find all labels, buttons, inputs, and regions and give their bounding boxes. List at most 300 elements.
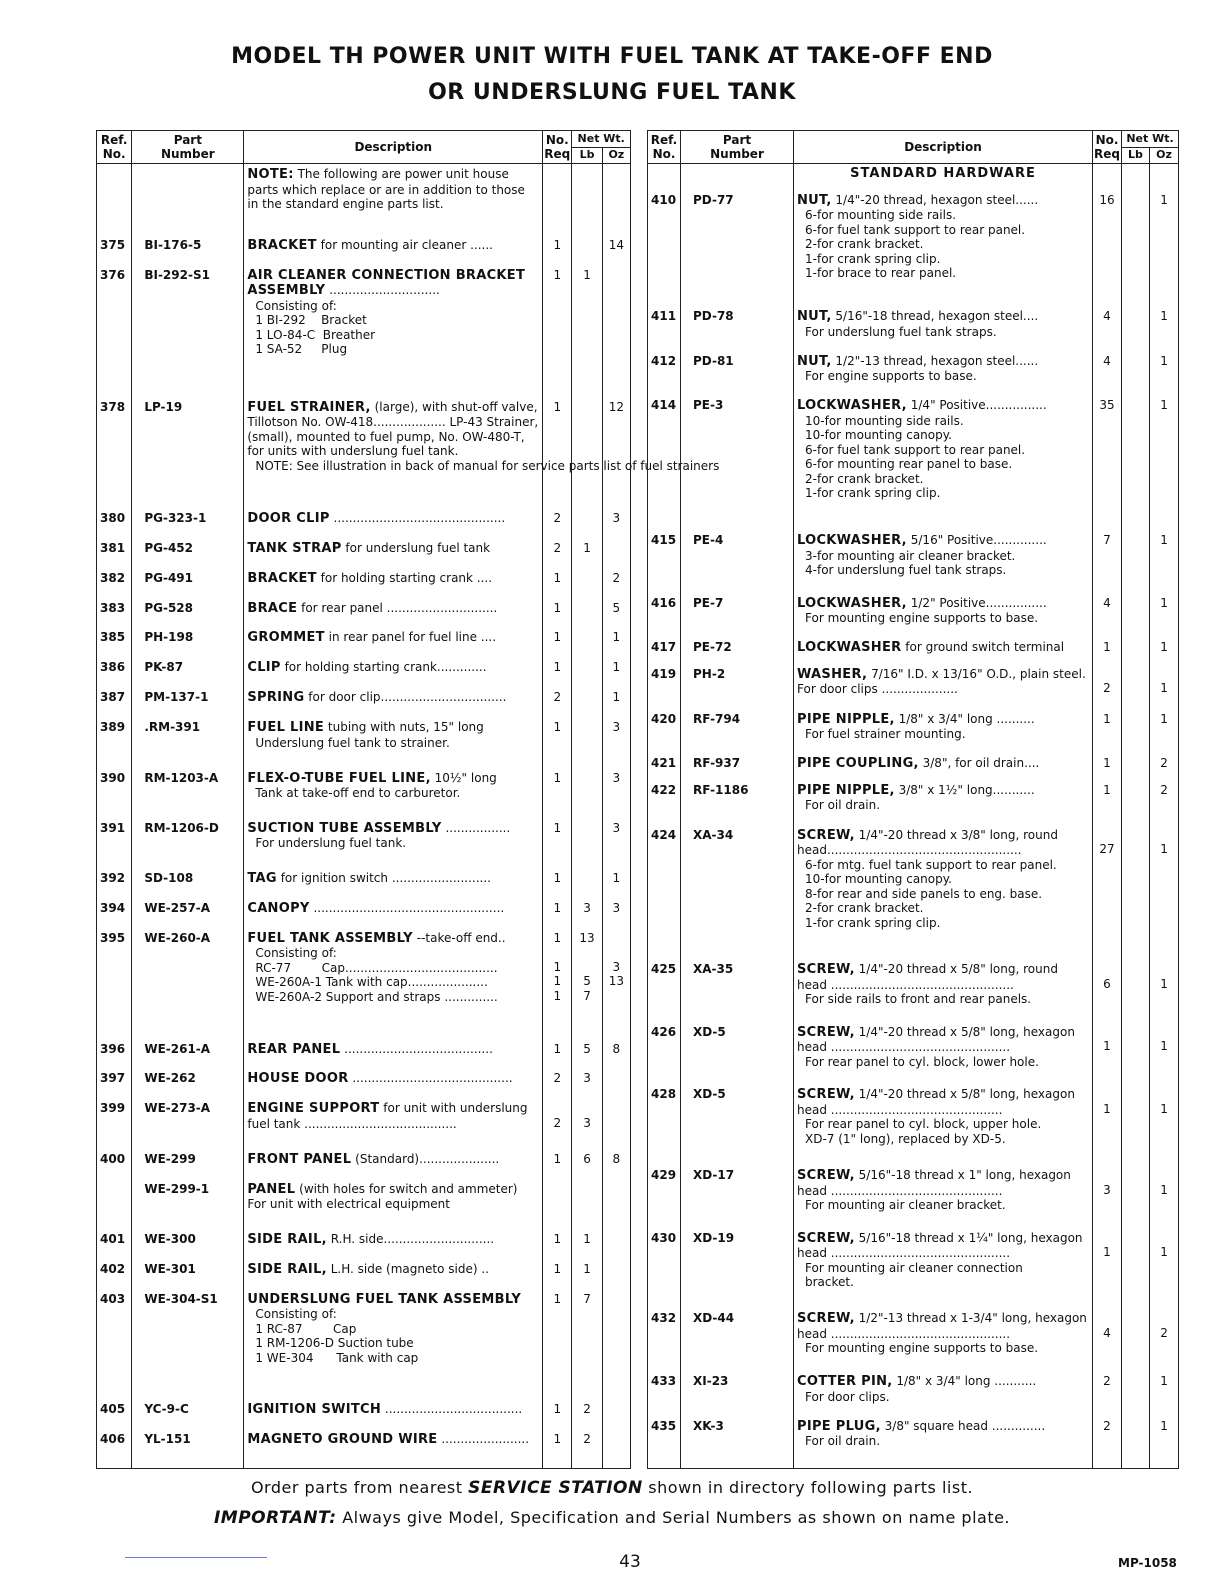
part-number: YC-9-C (132, 1399, 244, 1429)
weight-oz: 1 (1150, 1022, 1179, 1085)
sub-line: 1 LO-84-C Breather (255, 327, 376, 342)
sub-line: 2-for crank bracket. (805, 471, 924, 486)
part-name: SCREW, (797, 827, 855, 843)
description (244, 818, 543, 868)
part-name: SIDE RAIL, (247, 1261, 327, 1277)
table-row (648, 1165, 1179, 1228)
part-name: SCREW, (797, 1168, 855, 1184)
part-name: CANOPY (247, 900, 310, 916)
description (794, 753, 1093, 780)
part-name: DOOR CLIP (247, 510, 330, 526)
weight-oz (602, 164, 630, 235)
table-row (648, 709, 1179, 754)
part-name: SCREW, (797, 1024, 855, 1040)
sub-line: NOTE: See illustration in back of manual for service parts list of fuel strainers (255, 458, 720, 473)
weight-lb (1122, 530, 1150, 593)
description (244, 1039, 543, 1069)
sub-line: For mounting engine supports to base. (805, 1341, 1039, 1356)
weight-lb (572, 657, 602, 687)
weight-oz: 1 (602, 657, 630, 687)
qty-required: 1 (543, 898, 572, 928)
table-row (648, 1228, 1179, 1309)
weight-oz: 1 (1150, 593, 1179, 638)
part-name: NUT, (797, 309, 832, 325)
table-row (97, 265, 631, 397)
ref-number: 405 (97, 1399, 132, 1429)
table-row (97, 1068, 631, 1098)
qty-required: 1 (543, 265, 572, 397)
part-detail: ............................................. (333, 510, 506, 525)
part-number: XD-19 (681, 1228, 794, 1309)
description (244, 508, 543, 538)
table-row (97, 1179, 631, 1229)
header-lb: Lb (572, 147, 602, 164)
weight-oz: 2 (1150, 753, 1179, 780)
part-detail: 1/8" x 3/4" long .......... (898, 711, 1035, 726)
part-number: XD-5 (681, 1022, 794, 1085)
empty-cell (1093, 1460, 1122, 1468)
ref-number: 411 (648, 306, 681, 351)
table-row (97, 627, 631, 657)
document-code: MP-1058 (1118, 1556, 1177, 1570)
description (244, 868, 543, 898)
weight-oz: 1 (1150, 637, 1179, 664)
weight-oz: 1 (1150, 1371, 1179, 1416)
weight-oz: 1 (602, 627, 630, 657)
qty-required: 2 (1093, 1371, 1122, 1416)
table-row (648, 164, 1179, 190)
sub-line: Consisting of: (255, 1307, 337, 1322)
weight-lb: 1 (572, 538, 602, 568)
weight-lb (1122, 306, 1150, 351)
description (794, 637, 1093, 664)
part-name: UNDERSLUNG FUEL TANK ASSEMBLY (247, 1291, 522, 1307)
weight-lb: 7 (572, 1289, 602, 1400)
description (794, 959, 1093, 1022)
description (794, 780, 1093, 825)
sub-line: 10-for mounting canopy. (805, 872, 952, 887)
part-detail: 7/16" I.D. x 13/16" O.D., plain steel. For door clips .................... (797, 666, 1086, 697)
weight-lb (1122, 351, 1150, 396)
part-number: XA-34 (681, 825, 794, 960)
part-name: SUCTION TUBE ASSEMBLY (247, 820, 442, 836)
sub-line: 6-for mtg. fuel tank support to rear panel. (805, 857, 1057, 872)
header-ref: Ref. No. (97, 131, 132, 164)
description (244, 265, 543, 397)
part-detail: tubing with nuts, 15" long (327, 720, 484, 735)
part-name: PIPE PLUG, (797, 1418, 881, 1434)
qty-required: 1 (543, 1149, 572, 1179)
weight-oz (602, 1068, 630, 1098)
part-number: PH-198 (132, 627, 244, 657)
ref-number: 383 (97, 598, 132, 628)
part-number: PG-528 (132, 598, 244, 628)
empty-cell (648, 1460, 681, 1468)
qty-required: 1 (1093, 637, 1122, 664)
qty-required: 2 (543, 538, 572, 568)
part-name: CLIP (247, 660, 281, 676)
sub-line: 6-for mounting side rails. (805, 208, 957, 223)
header-part-number: Part Number (132, 131, 244, 164)
qty-required: 1 (543, 598, 572, 628)
ref-number (97, 164, 132, 235)
table-row (97, 538, 631, 568)
weight-oz (602, 1289, 630, 1400)
qty-required: 1 (543, 1429, 572, 1459)
empty-cell (132, 1459, 244, 1468)
table-row (97, 598, 631, 628)
weight-lb (1122, 709, 1150, 754)
weight-lb (572, 627, 602, 657)
part-name: HOUSE DOOR (247, 1071, 349, 1087)
part-name: REAR PANEL (247, 1041, 341, 1057)
part-name: SPRING (247, 690, 305, 706)
part-detail: 5/16" Positive.............. (910, 533, 1047, 548)
table-row (97, 898, 631, 928)
table-row (648, 1022, 1179, 1085)
part-number: WE-299 (132, 1149, 244, 1179)
part-number: RM-1203-A (132, 768, 244, 818)
weight-oz (602, 1098, 630, 1148)
qty-required: 1 (1093, 1022, 1122, 1085)
weight-lb (1122, 1084, 1150, 1165)
ref-number: 399 (97, 1098, 132, 1148)
part-name: PIPE NIPPLE, (797, 711, 895, 727)
part-detail: .................................................. (313, 900, 505, 915)
part-number: .RM-391 (132, 717, 244, 767)
header-description: Description (244, 131, 543, 164)
part-number: PG-452 (132, 538, 244, 568)
ref-number: 406 (97, 1429, 132, 1459)
part-number: WE-261-A (132, 1039, 244, 1069)
weight-lb (572, 598, 602, 628)
table-row (648, 351, 1179, 396)
ref-number: 435 (648, 1416, 681, 1461)
qty-required: 35 (1093, 395, 1122, 530)
part-number: BI-292-S1 (132, 265, 244, 397)
part-name: BRACE (247, 600, 298, 616)
qty-required (543, 1179, 572, 1229)
part-name: NUT, (797, 192, 832, 208)
weight-oz: 1 (1150, 1165, 1179, 1228)
weight-oz: 2 (1150, 780, 1179, 825)
page-number: 43 (619, 1552, 641, 1572)
sub-line: For mounting engine supports to base. (805, 611, 1039, 626)
sub-line: For underslung fuel tank straps. (805, 324, 997, 339)
part-name: SCREW, (797, 1311, 855, 1327)
qty-required: 1 1 1 1 (543, 928, 572, 1039)
sub-line: For underslung fuel tank. (255, 836, 407, 851)
table-row (97, 1229, 631, 1259)
description (244, 1259, 543, 1289)
qty-required: 1 (543, 1259, 572, 1289)
sub-line: 1-for crank spring clip. (805, 915, 941, 930)
part-detail: for ground switch terminal (905, 640, 1065, 655)
weight-lb: 3 (572, 1068, 602, 1098)
ref-number: 433 (648, 1371, 681, 1416)
part-number: YL-151 (132, 1429, 244, 1459)
part-number: XD-5 (681, 1084, 794, 1165)
table-row (97, 868, 631, 898)
table-row (97, 818, 631, 868)
ref-number: 428 (648, 1084, 681, 1165)
part-name: SCREW, (797, 1230, 855, 1246)
weight-lb (1122, 959, 1150, 1022)
table-row (648, 753, 1179, 780)
weight-lb (1122, 190, 1150, 307)
sub-line: Tank at take-off end to carburetor. (255, 786, 461, 800)
part-detail: in rear panel for fuel line .... (328, 630, 497, 645)
description (794, 1308, 1093, 1371)
ref-number: 394 (97, 898, 132, 928)
ref-number: 401 (97, 1229, 132, 1259)
qty-required: 2 (1093, 1416, 1122, 1461)
qty-required: 1 (1093, 780, 1122, 825)
part-detail: for unit with underslung fuel tank ........................................ (247, 1101, 528, 1131)
part-detail: 1/4"-20 thread x 3/8" long, round head................................................... (797, 827, 1058, 858)
table-row (648, 1416, 1179, 1461)
part-detail: for holding starting crank .... (320, 570, 493, 585)
table-row (648, 637, 1179, 664)
qty-required: 1 (543, 1229, 572, 1259)
table-row (97, 768, 631, 818)
sub-line: Underslung fuel tank to strainer. (255, 735, 450, 750)
weight-oz: 1 (1150, 664, 1179, 709)
part-number: RF-937 (681, 753, 794, 780)
weight-lb (1122, 780, 1150, 825)
ref-number: 429 (648, 1165, 681, 1228)
weight-lb: 6 (572, 1149, 602, 1179)
qty-required: 2 (543, 1068, 572, 1098)
empty-cell (97, 1459, 132, 1468)
weight-lb (572, 397, 602, 508)
ref-number: 390 (97, 768, 132, 818)
ref-number: 417 (648, 637, 681, 664)
weight-oz: 1 (1150, 395, 1179, 530)
part-name: BRACKET (247, 570, 317, 586)
part-detail: L.H. side (magneto side) .. (330, 1261, 489, 1276)
part-number: PH-2 (681, 664, 794, 709)
part-number: XD-44 (681, 1308, 794, 1371)
qty-required: 27 (1093, 825, 1122, 960)
part-number: PK-87 (132, 657, 244, 687)
weight-lb (572, 1179, 602, 1229)
table-row (648, 1084, 1179, 1165)
part-detail: 1/2"-13 thread, hexagon steel...... (835, 353, 1039, 368)
sub-line: 10-for mounting side rails. (805, 413, 964, 428)
part-number: WE-301 (132, 1259, 244, 1289)
description (794, 190, 1093, 307)
part-number: RM-1206-D (132, 818, 244, 868)
description (794, 1084, 1093, 1165)
weight-oz: 1 (1150, 709, 1179, 754)
part-number: WE-262 (132, 1068, 244, 1098)
weight-lb (572, 818, 602, 868)
table-row (97, 1399, 631, 1429)
part-number: XK-3 (681, 1416, 794, 1461)
sub-line: 2-for crank bracket. (805, 901, 924, 916)
weight-lb: 13 5 7 (572, 928, 602, 1039)
weight-lb: 5 (572, 1039, 602, 1069)
qty-required: 1 (1093, 1084, 1122, 1165)
weight-oz: 3 13 (602, 928, 630, 1039)
weight-lb (1122, 1308, 1150, 1371)
sub-line: 1 WE-304 Tank with cap (255, 1350, 419, 1365)
header-description: Description (794, 131, 1093, 164)
description (244, 1229, 543, 1259)
weight-lb (1122, 637, 1150, 664)
sub-line: For mounting air cleaner connection (805, 1260, 1023, 1275)
table-row (97, 397, 631, 508)
weight-lb (1122, 1228, 1150, 1309)
part-name: FUEL TANK ASSEMBLY (247, 930, 413, 946)
part-number: SD-108 (132, 868, 244, 898)
description (794, 1371, 1093, 1416)
ref-number: 420 (648, 709, 681, 754)
qty-required: 16 (1093, 190, 1122, 307)
sub-line: 2-for crank bracket. (805, 237, 924, 252)
sub-line: 4-for underslung fuel tank straps. (805, 563, 1007, 578)
table-row (97, 1289, 631, 1400)
empty-cell (794, 1460, 1093, 1468)
part-detail: for ignition switch .......................... (280, 870, 491, 885)
footer-important-note: IMPORTANT: Always give Model, Specification and Serial Numbers as shown on name plate. (213, 1508, 1011, 1528)
page-title-line-2: OR UNDERSLUNG FUEL TANK (428, 80, 796, 105)
qty-required: 1 (543, 1399, 572, 1429)
header-part-number: Part Number (681, 131, 794, 164)
part-name: PIPE NIPPLE, (797, 782, 895, 798)
weight-lb (1122, 395, 1150, 530)
part-name: FLEX-O-TUBE FUEL LINE, (247, 770, 431, 786)
ref-number: 380 (97, 508, 132, 538)
part-number: PE-7 (681, 593, 794, 638)
weight-oz: 8 (602, 1149, 630, 1179)
weight-lb: 3 (572, 1098, 602, 1148)
weight-oz (602, 1399, 630, 1429)
sub-line: For oil drain. (805, 798, 881, 813)
sub-line: 6-for mounting rear panel to base. (805, 457, 1013, 472)
weight-oz: 2 (602, 568, 630, 598)
part-name: NOTE: (247, 167, 294, 182)
weight-oz: 8 (602, 1039, 630, 1069)
header-oz: Oz (602, 147, 630, 164)
sub-line: 1 BI-292 Bracket (255, 313, 367, 328)
part-name: FUEL LINE (247, 720, 325, 736)
table-row (97, 1429, 631, 1459)
description (794, 664, 1093, 709)
ref-number: 424 (648, 825, 681, 960)
part-number: BI-176-5 (132, 235, 244, 265)
part-detail: .......................................... (352, 1071, 513, 1086)
table-row (97, 1039, 631, 1069)
part-number: WE-300 (132, 1229, 244, 1259)
qty-required: 4 (1093, 593, 1122, 638)
weight-oz: 3 (602, 717, 630, 767)
ref-number (97, 1179, 132, 1229)
part-detail: 1/2" Positive................ (910, 595, 1047, 610)
sub-line: 1-for brace to rear panel. (805, 266, 957, 281)
qty-required: 1 (1093, 1228, 1122, 1309)
table-row (97, 717, 631, 767)
part-detail: for rear panel ............................. (301, 600, 498, 615)
table-row (648, 664, 1179, 709)
weight-lb (1122, 1022, 1150, 1085)
part-detail: R.H. side............................. (330, 1231, 495, 1246)
table-row (97, 235, 631, 265)
qty-required: 1 (543, 568, 572, 598)
part-name: MAGNETO GROUND WIRE (247, 1432, 438, 1448)
description (244, 657, 543, 687)
header-lb: Lb (1122, 147, 1150, 164)
part-detail: 1/4" Positive................ (910, 398, 1047, 413)
table-row (648, 1308, 1179, 1371)
description (244, 235, 543, 265)
weight-lb: 2 (572, 1399, 602, 1429)
table-row (97, 1149, 631, 1179)
ref-number: 385 (97, 627, 132, 657)
qty-required: 3 (1093, 1165, 1122, 1228)
ref-number: 412 (648, 351, 681, 396)
sub-line: bracket. (805, 1275, 854, 1290)
weight-oz (602, 1179, 630, 1229)
weight-lb (572, 717, 602, 767)
sub-line: 6-for fuel tank support to rear panel. (805, 222, 1026, 237)
table-row (648, 190, 1179, 307)
part-number: PE-3 (681, 395, 794, 530)
qty-required: 2 (543, 687, 572, 717)
description (794, 351, 1093, 396)
description (794, 1228, 1093, 1309)
part-detail: 1/4"-20 thread, hexagon steel...... (835, 192, 1039, 207)
qty-required: 4 (1093, 306, 1122, 351)
part-number: PE-4 (681, 530, 794, 593)
footnote-rule (125, 1557, 267, 1558)
part-number: WE-304-S1 (132, 1289, 244, 1400)
description (794, 395, 1093, 530)
table-row (97, 568, 631, 598)
part-detail: 1/8" x 3/4" long ........... (896, 1374, 1037, 1388)
sub-line: For side rails to front and rear panels. (805, 992, 1032, 1007)
qty-required: 1 (543, 235, 572, 265)
sub-line: For door clips. (805, 1389, 890, 1404)
part-detail: The following are power unit house parts which replace or are in addition to those in the standard engine parts list. (247, 167, 525, 211)
weight-oz: 3 (602, 898, 630, 928)
weight-oz: 3 (602, 768, 630, 818)
table-row (648, 780, 1179, 825)
description (244, 1149, 543, 1179)
section-heading: STANDARD HARDWARE (850, 166, 1036, 181)
part-detail: ....................... (441, 1432, 530, 1447)
qty-required: 4 (1093, 351, 1122, 396)
table-row (648, 959, 1179, 1022)
qty-required: 1 (543, 657, 572, 687)
weight-oz: 3 (602, 508, 630, 538)
ref-number: 386 (97, 657, 132, 687)
part-detail: 1/4"-20 thread x 5/8" long, round head ................................................ (797, 962, 1058, 992)
part-detail: (large), with shut-off valve, Tillotson No. OW-418................... LP-43 Strainer, (small), mounted to fuel pump, No. OW-480-T, for units with underslung fuel tank. (247, 399, 539, 459)
table-row (97, 1259, 631, 1289)
description (244, 1179, 543, 1229)
part-name: SCREW, (797, 1087, 855, 1103)
description (244, 627, 543, 657)
qty-required (543, 164, 572, 235)
part-name: LOCKWASHER, (797, 398, 907, 414)
sub-line: 1 SA-52 Plug (255, 342, 348, 357)
qty-required: 1 (543, 717, 572, 767)
weight-lb: 2 (572, 1429, 602, 1459)
qty-required: 7 (1093, 530, 1122, 593)
weight-lb (572, 687, 602, 717)
